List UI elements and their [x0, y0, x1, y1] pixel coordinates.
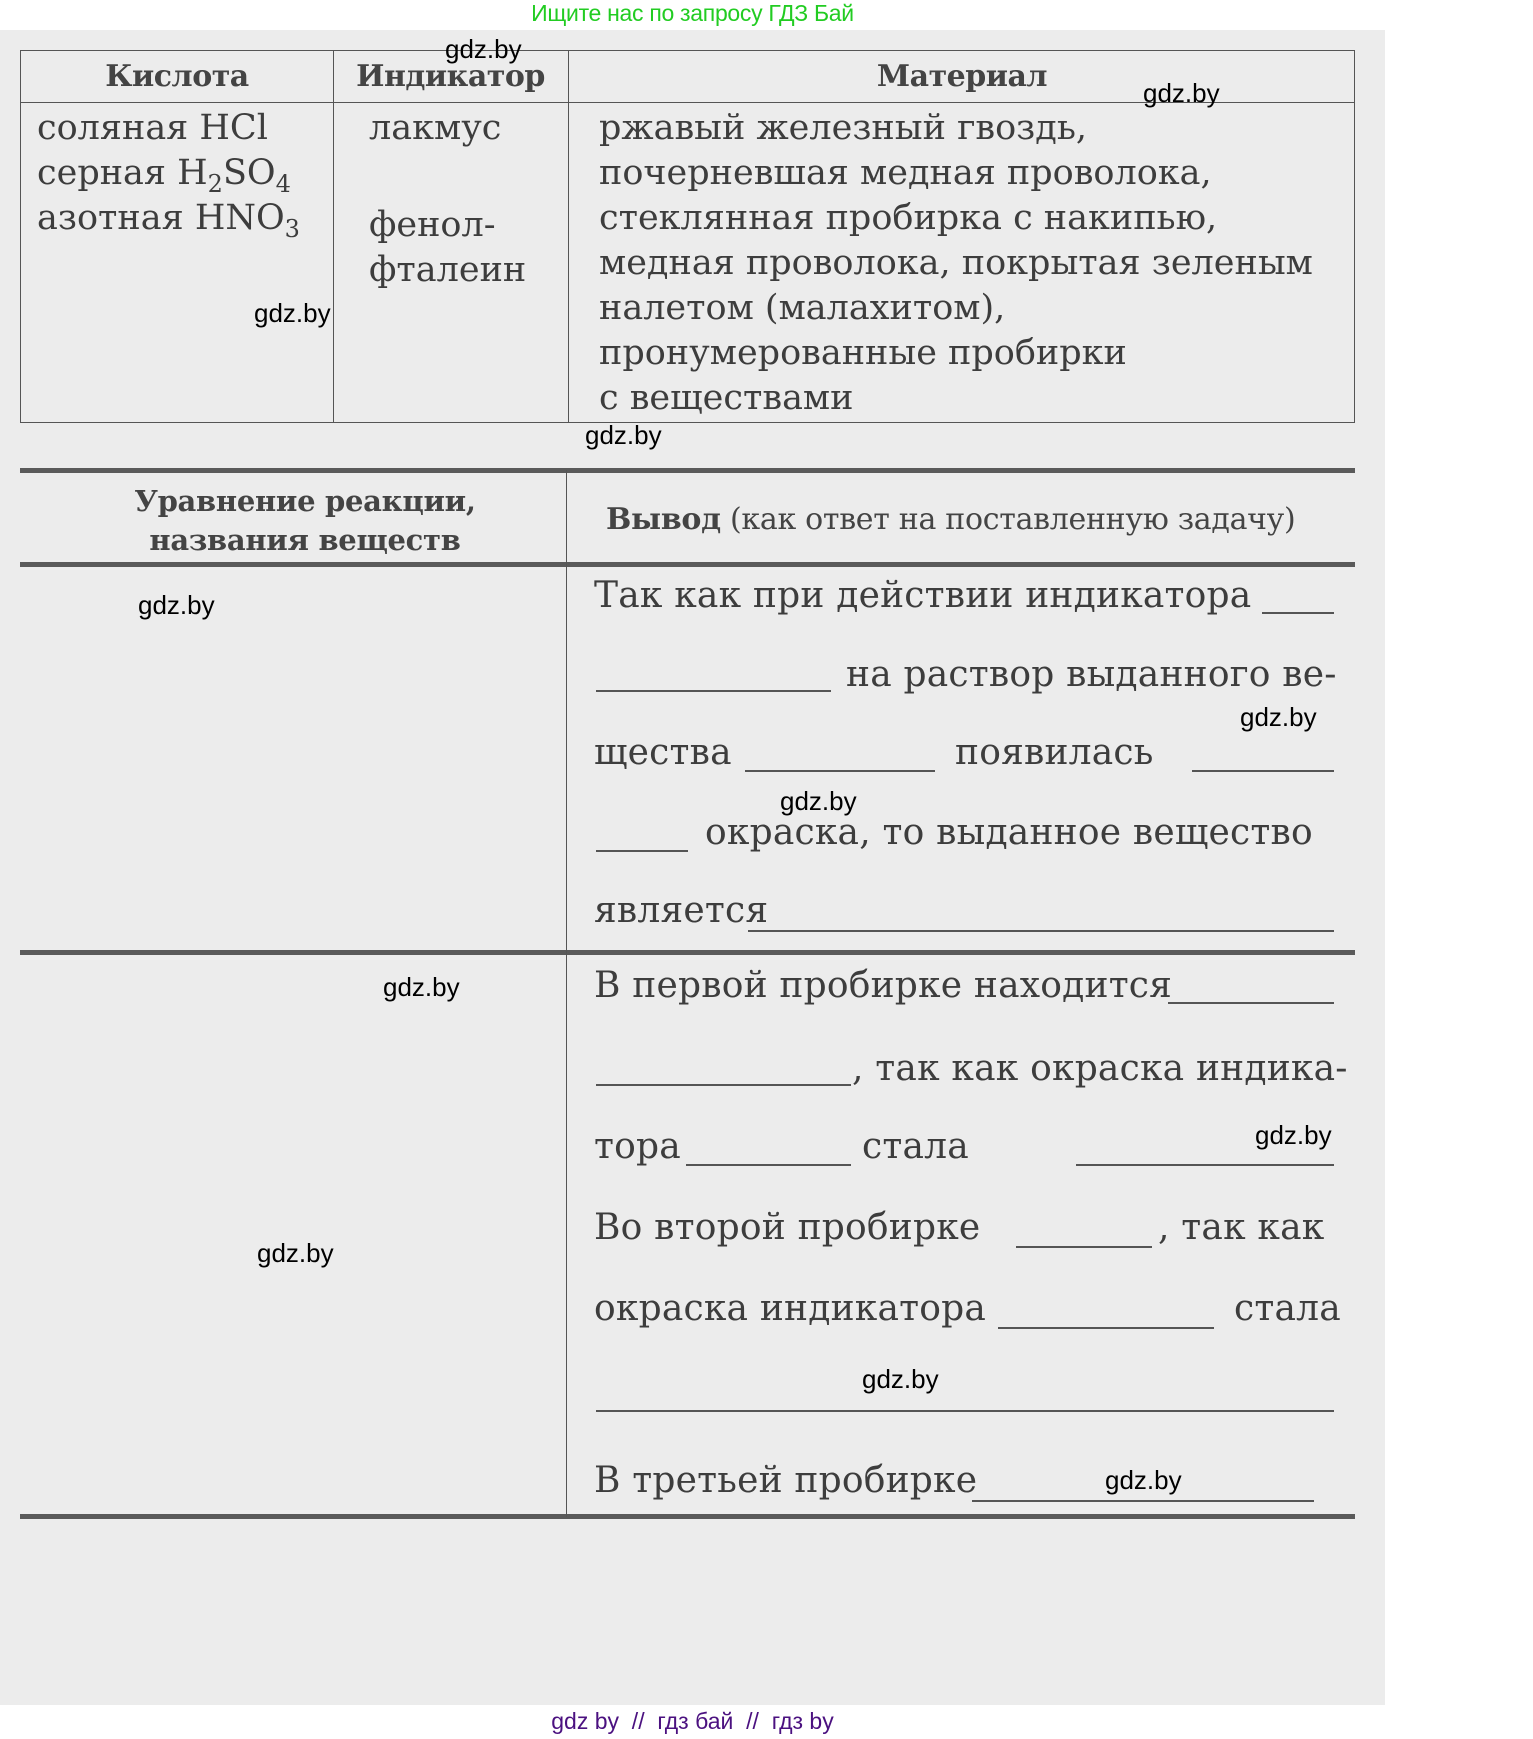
right-margin [1385, 0, 1533, 1739]
watermark: gdz.by [1255, 1120, 1332, 1150]
column-divider [566, 470, 567, 1517]
header-conclusion: Вывод (как ответ на поставленную задачу) [606, 502, 1296, 537]
blank-field[interactable] [596, 850, 688, 852]
thick-rule [20, 950, 1355, 955]
acid-row [37, 151, 300, 196]
indicator-phenolphthalein-2: фталеин [369, 250, 527, 290]
blank-field[interactable] [596, 1410, 1334, 1412]
conclusion-line: на раствор выданного ве- [846, 654, 1337, 695]
conclusion-line: является [594, 890, 769, 931]
conclusion-line: В первой пробирке находится [594, 965, 1173, 1006]
conclusion-line: , так как [1158, 1207, 1325, 1248]
blank-field[interactable] [1016, 1246, 1152, 1248]
acid-row [37, 196, 300, 241]
watermark: gdz.by [257, 1238, 334, 1268]
watermark: gdz.by [1105, 1465, 1182, 1495]
watermark: gdz.by [445, 34, 522, 64]
bottom-banner [0, 1705, 1385, 1739]
conclusion-line: окраска индикатора [594, 1288, 987, 1329]
materials-list [599, 106, 1313, 421]
blank-field[interactable] [998, 1327, 1214, 1329]
thick-rule [20, 1514, 1355, 1519]
indicator-litmus: лакмус [369, 108, 502, 148]
material-item: ржавый железный гвоздь, [599, 108, 1088, 148]
acid-row [37, 106, 300, 151]
blank-field[interactable] [1076, 1164, 1334, 1166]
blank-field[interactable] [1168, 1002, 1334, 1004]
column-divider [333, 51, 334, 422]
watermark: gdz.by [1143, 78, 1220, 108]
watermark: gdz.by [254, 298, 331, 328]
header-equation: Уравнение реакции, названия веществ [134, 484, 476, 557]
blank-field[interactable] [1192, 770, 1334, 772]
conclusion-line: окраска, то выданное вещество [705, 812, 1313, 853]
top-banner-text: Ищите нас по запросу ГДЗ Бай [531, 0, 854, 26]
blank-field[interactable] [745, 770, 935, 772]
blank-field[interactable] [748, 930, 1334, 932]
blank-field[interactable] [972, 1500, 1314, 1502]
conclusion-line: , так как окраска индика- [852, 1048, 1348, 1089]
acid-list [37, 106, 300, 241]
blank-field[interactable] [596, 690, 831, 692]
material-item: стеклянная пробирка с накипью, [599, 198, 1218, 238]
bottom-banner-text: gdz by // гдз бай // гдз by [551, 1708, 834, 1734]
blank-field[interactable] [1262, 612, 1334, 614]
top-banner [0, 0, 1385, 30]
blank-field[interactable] [596, 1084, 851, 1086]
acid-name: азотная [37, 198, 184, 238]
indicator-phenolphthalein-1: фенол- [369, 205, 496, 245]
acid-name: серная [37, 153, 166, 193]
watermark: gdz.by [383, 972, 460, 1002]
acid-formula: HCl [199, 108, 268, 148]
conclusion-line: щества [594, 732, 732, 773]
thick-rule [20, 562, 1355, 567]
material-item: медная проволока, покрытая зеленым [599, 243, 1313, 283]
material-item: пронумерованные пробирки [599, 333, 1127, 373]
watermark: gdz.by [862, 1364, 939, 1394]
conclusion-line: стала [1234, 1288, 1341, 1329]
acid-formula: $H_2SO_4$ [177, 153, 291, 198]
material-item: почерневшая медная проволока, [599, 153, 1212, 193]
column-divider [568, 51, 569, 422]
acid-formula: $HNO_3$ [194, 198, 300, 243]
acid-name: соляная [37, 108, 189, 148]
thick-rule [20, 468, 1355, 473]
conclusion-line: появилась [955, 732, 1154, 773]
header-indicator: Индикатор [356, 59, 545, 94]
watermark: gdz.by [780, 786, 857, 816]
conclusion-line: тора [594, 1126, 681, 1167]
watermark: gdz.by [138, 590, 215, 620]
material-item: налетом (малахитом), [599, 288, 1006, 328]
blank-field[interactable] [686, 1164, 851, 1166]
watermark: gdz.by [585, 420, 662, 450]
watermark: gdz.by [1240, 702, 1317, 732]
conclusion-line: Во второй пробирке [594, 1207, 981, 1248]
header-material: Материал [876, 59, 1048, 94]
material-item: с веществами [599, 378, 854, 418]
conclusion-line: Так как при действии индикатора [594, 575, 1252, 616]
conclusion-line: В третьей пробирке [594, 1460, 978, 1501]
conclusion-line: стала [862, 1126, 969, 1167]
header-acid: Кислота [105, 59, 249, 94]
